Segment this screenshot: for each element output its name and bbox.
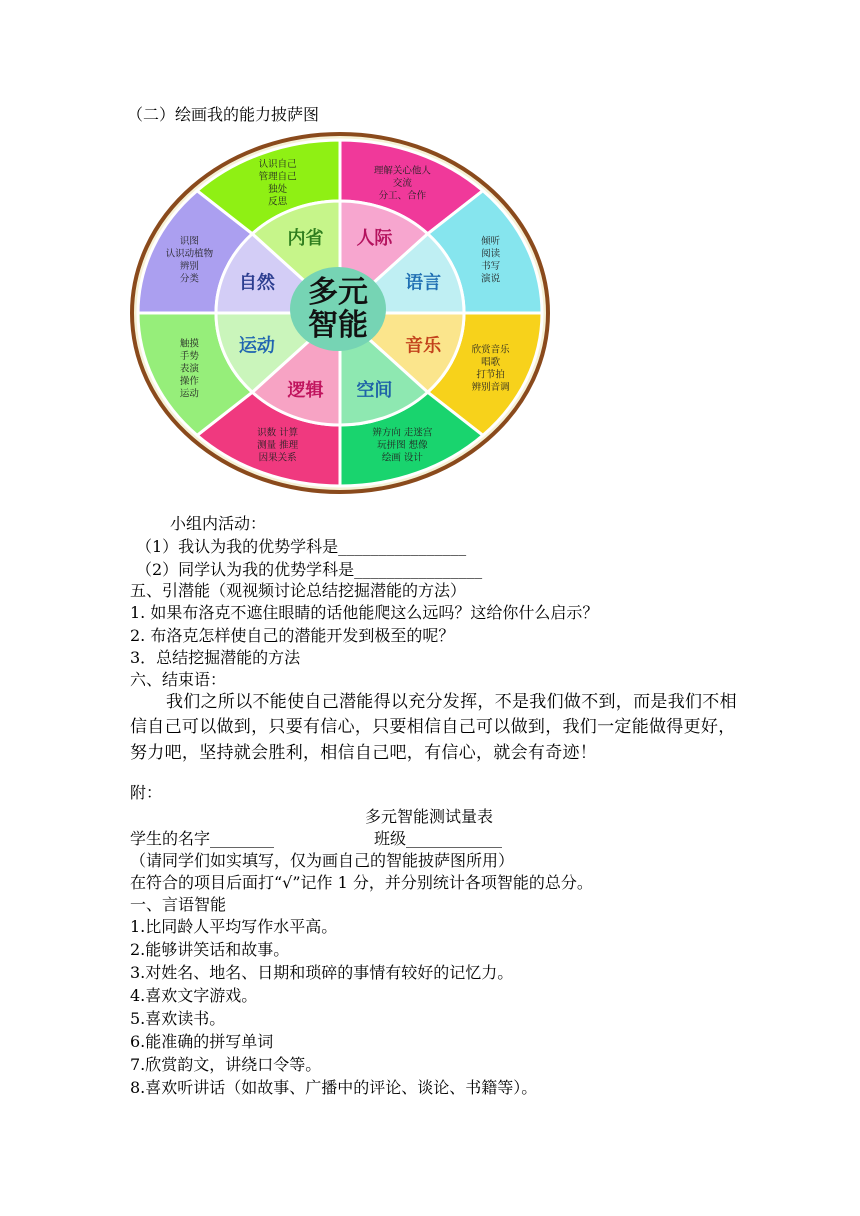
- pizza-sector-item: 倾听: [481, 235, 501, 247]
- pizza-center-line-1: 多元: [308, 275, 368, 310]
- pizza-sector-name: 语言: [405, 272, 442, 294]
- language-item-6: 6.能准确的拼写单词: [130, 1032, 274, 1051]
- pizza-sector-item: 打节拍: [476, 369, 505, 381]
- student-name-field: 学生的名字________: [130, 829, 275, 848]
- pizza-sector-name: 运动: [238, 335, 275, 357]
- pizza-sector-item: 反思: [268, 196, 288, 208]
- pizza-sector-item: 演说: [481, 273, 501, 285]
- language-item-5: 5.喜欢读书。: [130, 1009, 226, 1028]
- language-item-2: 2.能够讲笑话和故事。: [130, 940, 290, 959]
- pizza-sector-item: 识数 计算: [257, 427, 299, 439]
- pizza-center-line-2: 智能: [308, 308, 368, 343]
- pizza-sector-name: 音乐: [405, 335, 442, 357]
- pizza-sector-item: 辨方向 走迷宫: [372, 427, 433, 439]
- pizza-sector-item: 辨别音调: [471, 382, 510, 394]
- section-5-heading: 五、引潜能（观视频讨论总结挖掘潜能的方法）: [130, 581, 467, 600]
- class-field: 班级____________: [374, 829, 503, 848]
- pizza-sector-item: 触摸: [179, 338, 199, 350]
- test-title: 多元智能测试量表: [365, 807, 494, 826]
- pizza-sector-item: 阅读: [481, 248, 501, 260]
- pizza-sector-item: 手势: [179, 350, 199, 362]
- group-activity-label: 小组内活动：: [170, 514, 267, 533]
- pizza-sector-item: 测量 推理: [257, 440, 299, 452]
- ability-pizza-diagram: [130, 132, 550, 494]
- pizza-sector-item: 玩拼图 想像: [377, 440, 428, 452]
- pizza-sector-item: 因果关系: [258, 452, 297, 464]
- pizza-sector-name: 人际: [356, 228, 393, 250]
- closing-paragraph-line-1: 我们之所以不能使自己潜能得以充分发挥，不是我们做不到，而是我们不相: [166, 692, 737, 712]
- language-item-7: 7.欣赏韵文，讲绕口令等。: [130, 1055, 322, 1074]
- pizza-sector-item: 书写: [481, 260, 501, 272]
- pizza-sector-name: 内省: [287, 228, 324, 250]
- pizza-sector-item: 管理自己: [258, 171, 297, 183]
- language-item-4: 4.喜欢文字游戏。: [130, 986, 258, 1005]
- pizza-sector-item: 操作: [179, 375, 199, 387]
- closing-paragraph-line-2: 信自己可以做到，只要有信心，只要相信自己可以做到，我们一定能做得更好，: [130, 717, 736, 737]
- language-item-3: 3.对姓名、地名、日期和琐碎的事情有较好的记忆力。: [130, 963, 514, 982]
- pizza-sector-item: 欣赏音乐: [471, 344, 510, 356]
- section-heading: （二）绘画我的能力披萨图: [127, 105, 320, 124]
- instruction-2: 在符合的项目后面打“√”记作 1 分，并分别统计各项智能的总分。: [130, 873, 593, 892]
- pizza-sector-item: 绘画 设计: [381, 452, 423, 464]
- pizza-sector-item: 分工、合作: [378, 190, 427, 202]
- pizza-sector-item: 识图: [179, 235, 199, 247]
- pizza-sector-item: 理解关心他人: [373, 165, 431, 177]
- closing-paragraph-line-3: 努力吧，坚持就会胜利，相信自己吧，有信心，就会有奇迹！: [130, 743, 598, 763]
- language-item-1: 1.比同龄人平均写作水平高。: [130, 917, 338, 936]
- section-5-item-1: 1. 如果布洛克不遮住眼睛的话他能爬这么远吗？这给你什么启示？: [130, 603, 599, 622]
- pizza-sector-item: 交流: [392, 177, 412, 189]
- instruction-1: （请同学们如实填写，仅为画自己的智能披萨图所用）: [130, 851, 515, 870]
- pizza-sector-item: 独处: [268, 184, 288, 196]
- section-6-heading: 六、结束语：: [130, 670, 227, 689]
- pizza-sector-item: 辨别: [179, 260, 199, 272]
- section-5-item-3: 3．总结挖掘潜能的方法: [130, 648, 301, 667]
- language-intelligence-heading: 一、言语智能: [130, 895, 227, 914]
- pizza-sector-name: 空间: [356, 379, 393, 401]
- pizza-sector-item: 分类: [179, 273, 199, 285]
- pizza-sector-item: 唱歌: [481, 357, 501, 369]
- language-item-8: 8.喜欢听讲话（如故事、广播中的评论、谈论、书籍等）。: [130, 1078, 538, 1097]
- pizza-sector-name: 自然: [238, 272, 275, 294]
- question-2: （2）同学认为我的优势学科是________________: [136, 560, 483, 579]
- pizza-sector-item: 认识动植物: [165, 248, 214, 260]
- question-1: （1）我认为我的优势学科是________________: [136, 537, 467, 556]
- pizza-sector-item: 表演: [179, 363, 199, 375]
- section-5-item-2: 2. 布洛克怎样使自己的潜能开发到极至的呢？: [130, 626, 455, 645]
- appendix-label: 附：: [130, 783, 163, 802]
- pizza-sector-item: 运动: [179, 388, 199, 400]
- pizza-sector-name: 逻辑: [287, 379, 324, 401]
- pizza-sector-item: 认识自己: [258, 159, 297, 171]
